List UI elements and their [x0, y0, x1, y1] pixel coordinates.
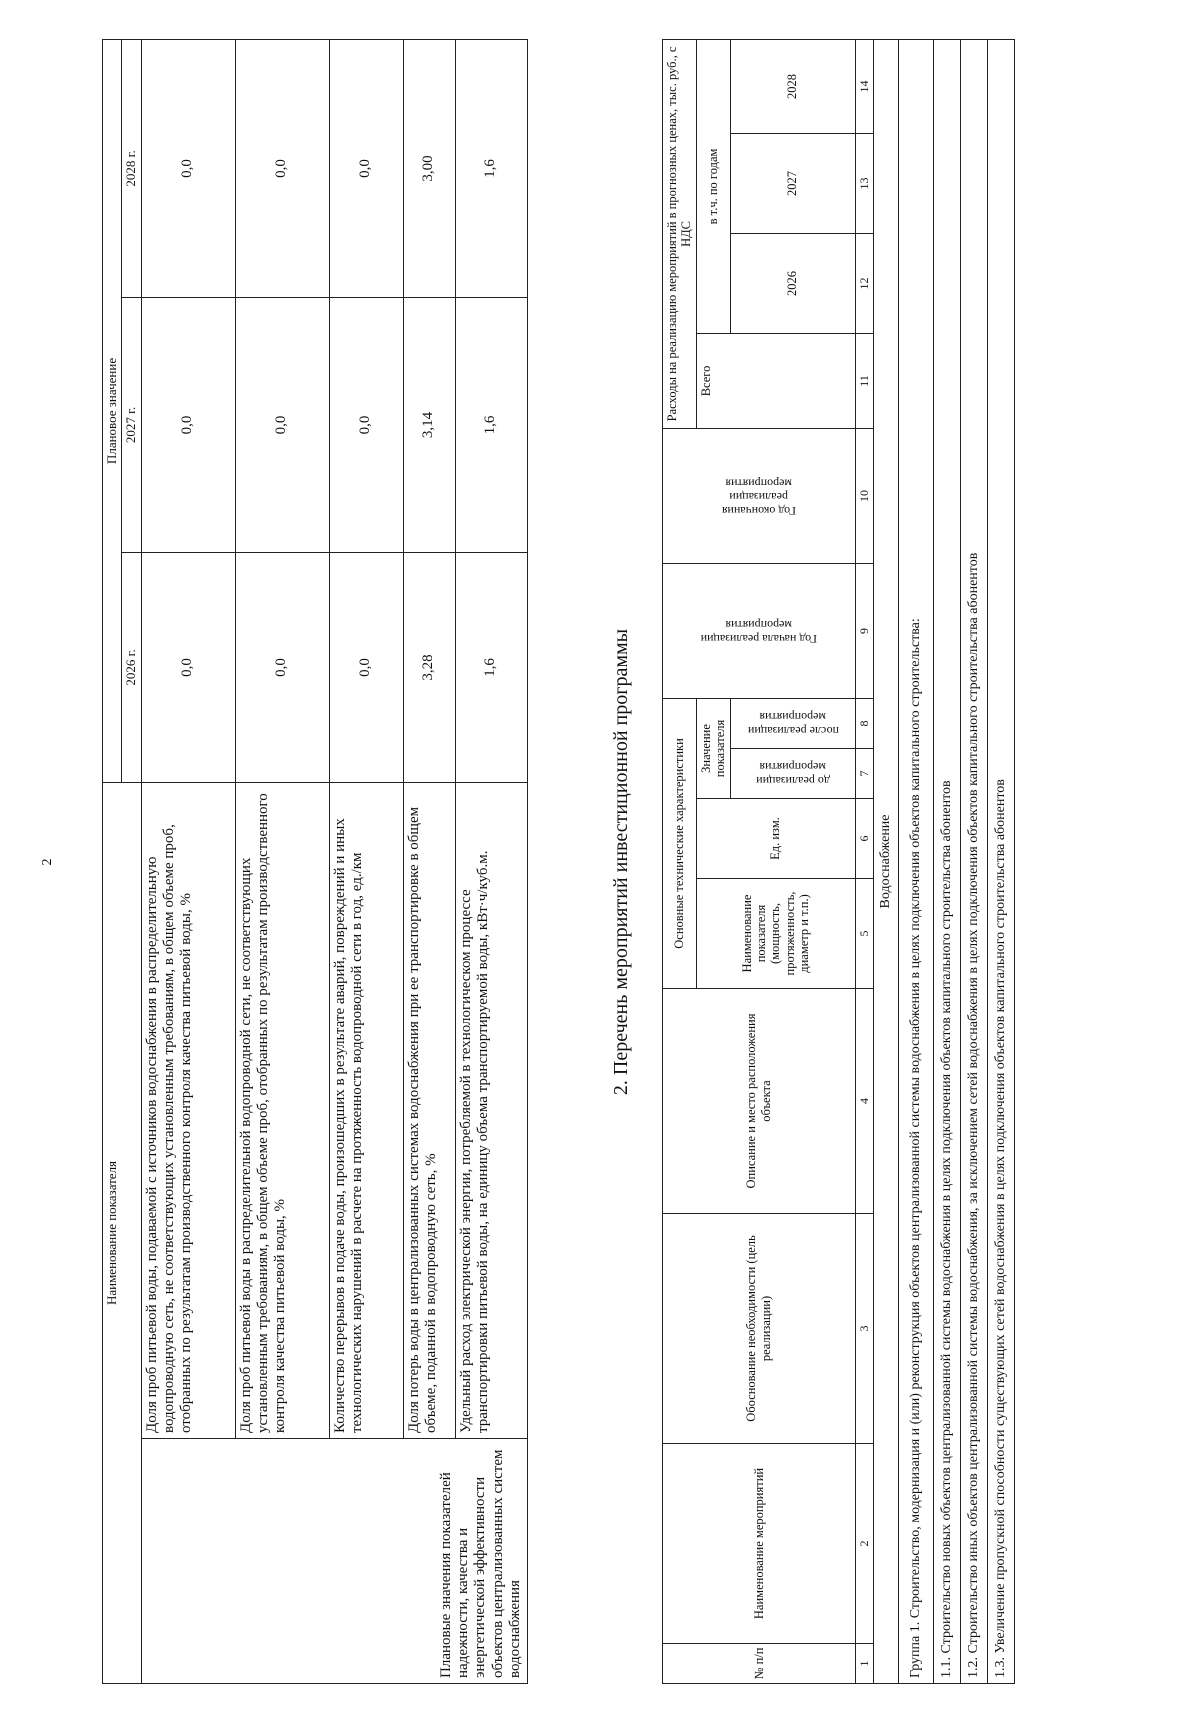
header-year-2027: 2027 г. — [122, 297, 141, 552]
header-end-year-text: Год окончания реализации мероприятия — [721, 476, 796, 518]
indicator-row — [403, 39, 455, 1683]
indicator-value-2028: 0,0 — [141, 39, 235, 297]
indicator-name: Доля проб питьевой воды, подаваемой с источников водоснабжения в распределительную водопроводную сеть, не соответствующих установленным требованиям, в общем объеме проб, отобранных по результатам производственного контроля качества питьевой воды, % — [141, 782, 235, 1438]
indicator-value-2028: 3,00 — [403, 39, 455, 297]
header-end-year — [663, 428, 856, 563]
col-num: 3 — [855, 1214, 873, 1444]
header-by-year: в т.ч. по годам — [696, 39, 730, 333]
indicator-value-2026: 0,0 — [235, 552, 329, 782]
section-water: Водоснабжение — [873, 39, 898, 1683]
indicator-value-2028: 0,0 — [235, 39, 329, 297]
indicator-value-2026: 3,28 — [403, 552, 455, 782]
indicator-value-2027: 3,14 — [403, 297, 455, 552]
indicator-name: Удельный расход электрической энергии, потребляемой в технологическом процессе транспортировки питьевой воды, на единицу объема транспортируемой воды, кВт·ч/куб.м. — [455, 782, 527, 1438]
col-num: 6 — [855, 799, 873, 879]
header-indicator-name: Наименование показателя — [103, 782, 142, 1683]
subgroup-row — [933, 39, 960, 1683]
header-total: Всего — [696, 333, 855, 428]
indicator-value-2027: 0,0 — [235, 297, 329, 552]
col-num: 8 — [855, 698, 873, 748]
header-planned-value: Плановое значение — [103, 39, 122, 782]
measures-table — [662, 39, 1015, 1684]
header-after-text: после реализации мероприятия — [747, 710, 839, 739]
page-number: 2 — [40, 858, 55, 866]
header-technical: Основные технические характеристики — [663, 698, 697, 988]
header-reason: Обоснование необходимости (цель реализации) — [663, 1214, 856, 1444]
indicators-table — [102, 39, 528, 1684]
rotated-content — [40, 40, 1140, 1684]
indicator-value-2027: 0,0 — [141, 297, 235, 552]
col-num: 12 — [855, 233, 873, 333]
indicator-row — [455, 39, 527, 1683]
indicator-name: Доля потерь воды в централизованных системах водоснабжения при ее транспортировке в общем объеме, поданной в водопроводную сеть, % — [403, 782, 455, 1438]
indicator-value-2026: 0,0 — [329, 552, 403, 782]
subgroup-1-3: 1.3. Увеличение пропускной способности существующих сетей водоснабжения в целях подключения объектов капитального строительства абонентов — [987, 39, 1014, 1683]
header-value: Значение показателя — [696, 698, 730, 798]
header-year-2026: 2026 — [730, 233, 855, 333]
col-num: 10 — [855, 428, 873, 563]
indicator-row — [141, 39, 235, 1683]
indicator-value-2026: 0,0 — [141, 552, 235, 782]
col-num: 11 — [855, 333, 873, 428]
col-num: 1 — [855, 1644, 873, 1684]
header-start-year-text: Год начала реализации мероприятия — [700, 617, 817, 646]
header-year-2028: 2028 г. — [122, 39, 141, 297]
header-after — [730, 698, 855, 748]
indicator-value-2026: 1,6 — [455, 552, 527, 782]
indicator-value-2027: 1,6 — [455, 297, 527, 552]
header-measure-name: Наименование мероприятий — [663, 1444, 856, 1644]
indicator-value-2028: 0,0 — [329, 39, 403, 297]
column-numbers-row — [855, 39, 873, 1683]
col-num: 9 — [855, 563, 873, 698]
subgroup-1-1: 1.1. Строительство новых объектов централизованной системы водоснабжения в целях подключения объектов капитального строительства абонентов — [933, 39, 960, 1683]
measures-header-row — [663, 39, 697, 1683]
section-row-water — [873, 39, 898, 1683]
header-start-year — [663, 563, 856, 698]
indicator-row — [329, 39, 403, 1683]
indicator-group-label: Плановые значения показателей надежности, качества и энергетической эффективности объектов централизованных систем водоснабжения — [141, 1439, 527, 1684]
subgroup-row — [987, 39, 1014, 1683]
indicators-header-row — [103, 39, 122, 1683]
header-costs: Расходы на реализацию мероприятий в прогнозных ценах, тыс. руб., с НДС — [663, 39, 697, 428]
header-before-text: до реализации мероприятия — [755, 760, 830, 789]
indicator-value-2027: 0,0 — [329, 297, 403, 552]
header-indicator-name: Наименование показателя (мощность, протяженность, диаметр и т.п.) — [696, 879, 855, 989]
subgroup-row — [960, 39, 987, 1683]
col-num: 2 — [855, 1444, 873, 1644]
col-num: 7 — [855, 749, 873, 799]
col-num: 14 — [855, 39, 873, 133]
col-num: 5 — [855, 879, 873, 989]
group-1: Группа 1. Строительство, модернизация и (или) реконструкция объектов централизованной системы водоснабжения в целях подключения объектов капитального строительства: — [898, 39, 933, 1683]
header-description: Описание и место расположения объекта — [663, 989, 856, 1214]
subgroup-1-2: 1.2. Строительство иных объектов централизованной системы водоснабжения, за исключением сетей водоснабжения в целях подключения объектов капитального строительства абонентов — [960, 39, 987, 1683]
header-number: № п/п — [663, 1644, 856, 1684]
header-unit: Ед. изм. — [696, 799, 855, 879]
header-year-2026: 2026 г. — [122, 552, 141, 782]
indicator-name: Доля проб питьевой воды в распределительной водопроводной сети, не соответствующих установленным требованиям, в общем объеме проб, отобранных по результатам производственного контроля качества питьевой воды, % — [235, 782, 329, 1438]
indicator-name: Количество перерывов в подаче воды, произошедших в результате аварий, повреждений и иных технологических нарушений в расчете на протяженность водопроводной сети в год, ед./км — [329, 782, 403, 1438]
header-before — [730, 749, 855, 799]
section-title: 2. Перечень мероприятий инвестиционной программы — [610, 628, 632, 1096]
col-num: 13 — [855, 133, 873, 233]
header-year-2027: 2027 — [730, 133, 855, 233]
header-year-2028: 2028 — [730, 39, 855, 133]
indicator-row — [235, 39, 329, 1683]
indicator-value-2028: 1,6 — [455, 39, 527, 297]
col-num: 4 — [855, 989, 873, 1214]
group-row — [898, 39, 933, 1683]
